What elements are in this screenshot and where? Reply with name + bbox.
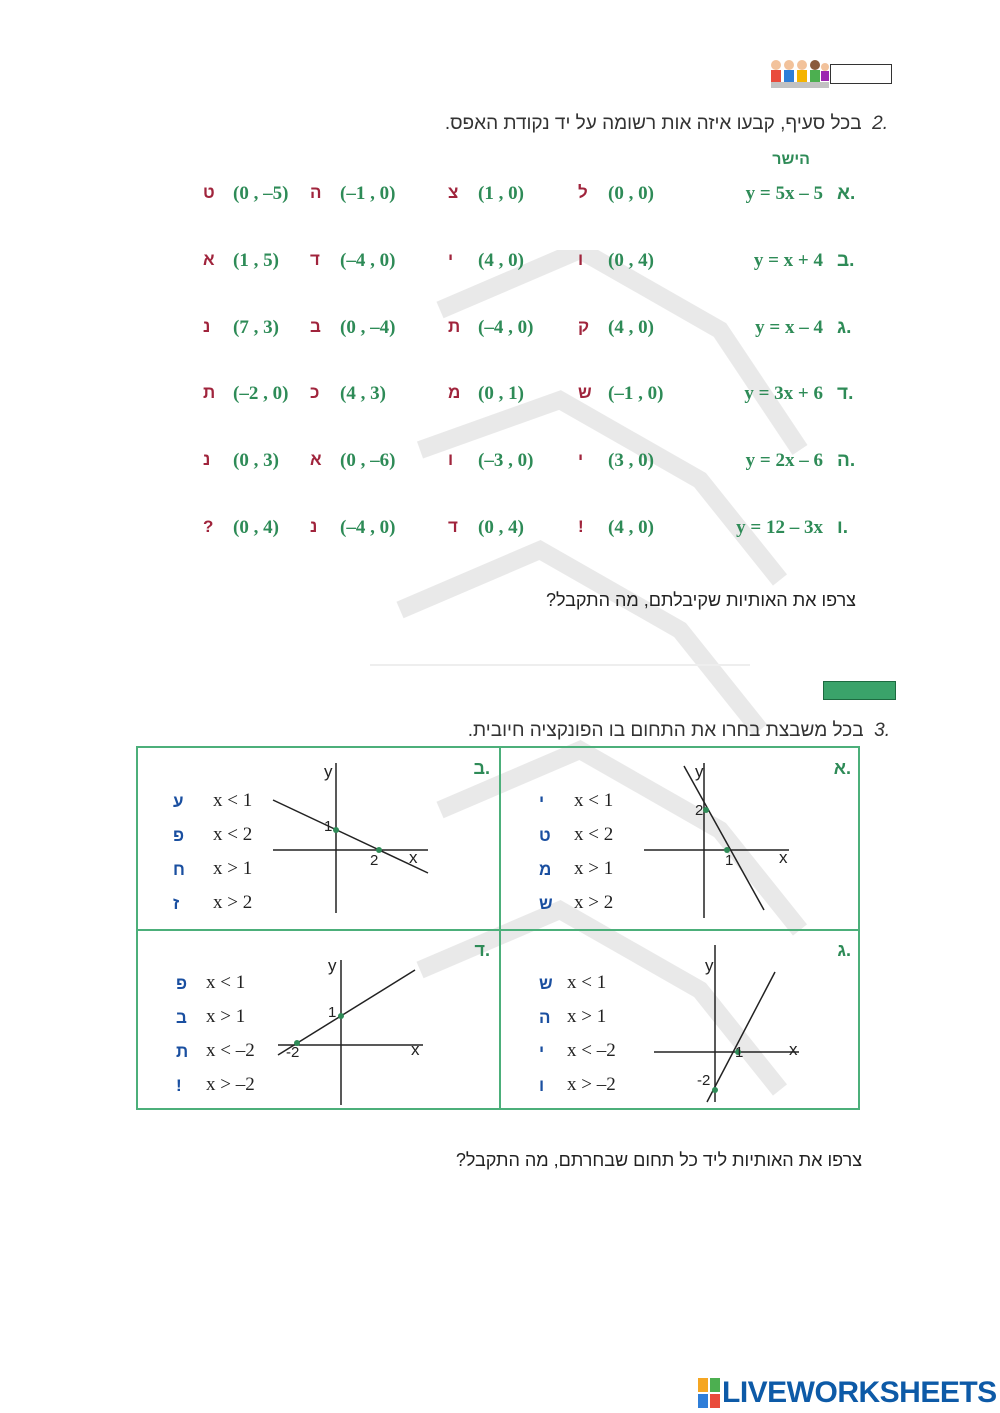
q3-option-condition: x < 1 [574, 790, 614, 811]
q3-option-letter: ת [176, 1042, 189, 1061]
q2-row-equation: y = 3x + 6 [744, 383, 823, 404]
q3-number: .3 [874, 720, 890, 741]
q2-option-point: (0 , 4) [233, 517, 279, 538]
q2-option-letter: נ [310, 517, 318, 536]
q3-prompt: צרפו את האותיות ליד כל תחום שבחרתם, מה התקבל? [455, 1150, 862, 1170]
q2-option-point: (7 , 3) [233, 317, 279, 338]
q2-option-point: (0 , 4) [478, 517, 524, 538]
q3-option-letter: ב [176, 1008, 187, 1027]
q3-option-letter: ו [539, 1076, 545, 1095]
q2-option-point: (–1 , 0) [608, 383, 664, 404]
q2-row-label: ה. [837, 450, 856, 471]
q2-option-letter: א [203, 250, 215, 269]
q3-option-letter: ז [173, 894, 180, 913]
q3-option-condition: x < 2 [574, 824, 614, 845]
panel-b-axis-x: x [409, 848, 418, 867]
q2-option-point: (4 , 0) [608, 517, 654, 538]
q2-option-point: (–3 , 0) [478, 450, 534, 471]
panel-a-axis-y: y [695, 762, 704, 781]
q3-option-condition: x > 1 [567, 1006, 607, 1027]
q3-option-condition: x > 1 [574, 858, 614, 879]
q2-option-letter: ד [448, 517, 458, 536]
panel-b-graph [268, 758, 438, 918]
q2-row [195, 383, 865, 413]
q3-option-letter: ש [539, 894, 553, 913]
q2-option-letter: ת [448, 317, 461, 336]
q2-option-letter: ט [203, 183, 215, 202]
kids-illustration-icon [768, 58, 830, 90]
q2-row-equation: y = 2x – 6 [745, 450, 823, 471]
panel-c-axis-x: x [789, 1040, 798, 1059]
panel-a-label: א. [833, 758, 851, 778]
panel-c-graph [649, 940, 809, 1105]
panel-b-mark-y: 1 [324, 818, 333, 835]
q3-option-letter: פ [176, 974, 188, 993]
q2-column-header: הישר [772, 151, 810, 168]
q2-option-letter: ש [578, 383, 592, 402]
q2-option-point: (–4 , 0) [340, 517, 396, 538]
q2-answer-box[interactable] [823, 681, 896, 700]
q3-option-condition: x > 1 [213, 858, 253, 879]
panel-b [138, 748, 498, 928]
panel-d-axis-x: x [411, 1040, 420, 1059]
q3-option-letter: מ [539, 860, 552, 879]
q2-option-point: (0 , 0) [608, 183, 654, 204]
q3-option-condition: x < 1 [206, 972, 246, 993]
q2-option-point: (4 , 3) [340, 383, 386, 404]
q2-option-letter: ! [578, 517, 584, 536]
q2-option-letter: נ [203, 317, 211, 336]
q2-option-letter: ה [310, 183, 322, 202]
q3-option-condition: x > –2 [206, 1074, 255, 1095]
q2-option-letter: ל [578, 183, 588, 202]
q2-option-point: (–4 , 0) [478, 317, 534, 338]
q2-option-point: (0 , –6) [340, 450, 396, 471]
q2-row-label: ב. [837, 250, 855, 271]
q2-option-letter: ק [578, 317, 590, 336]
q2-option-letter: י [448, 250, 454, 269]
panel-b-axis-y: y [324, 762, 333, 781]
q3-option-letter: ח [173, 860, 185, 879]
q3-option-letter: ט [539, 826, 551, 845]
q3-title [468, 720, 890, 742]
panel-c-axis-y: y [705, 956, 714, 975]
q2-option-point: (–2 , 0) [233, 383, 289, 404]
q2-row-equation: y = x + 4 [753, 250, 823, 271]
q3-option-condition: x > 1 [206, 1006, 246, 1027]
q2-option-point: (0 , –5) [233, 183, 289, 204]
name-input-box[interactable] [830, 64, 892, 84]
q3-option-condition: x < –2 [206, 1040, 255, 1061]
liveworksheets-logo [698, 1376, 997, 1410]
q3-option-condition: x > 2 [213, 892, 253, 913]
q2-option-letter: ת [203, 383, 216, 402]
q2-number: .2 [872, 113, 888, 134]
q2-row [195, 517, 865, 547]
logo-text: LIVEWORKSHEETS [722, 1376, 997, 1409]
faint-divider [370, 664, 750, 666]
q2-option-point: (–1 , 0) [340, 183, 396, 204]
q2-option-letter: ו [578, 250, 584, 269]
q3-option-letter: ! [176, 1076, 182, 1095]
q3-option-letter: ע [173, 792, 184, 811]
panel-d-graph [273, 955, 433, 1105]
q3-option-condition: x > –2 [567, 1074, 616, 1095]
q3-option-letter: י [539, 792, 545, 811]
q2-option-point: (1 , 0) [478, 183, 524, 204]
q2-row-equation: y = 5x – 5 [745, 183, 823, 204]
panel-a-mark-x: 1 [725, 852, 734, 869]
q2-option-letter: א [310, 450, 322, 469]
q2-prompt: צרפו את האותיות שקיבלתם, מה התקבל? [545, 590, 856, 610]
panel-d-mark-y: 1 [328, 1004, 337, 1021]
q3-option-condition: x < 2 [213, 824, 253, 845]
q2-option-point: (0 , 3) [233, 450, 279, 471]
q2-title [445, 113, 888, 135]
panel-d-mark-x: -2 [286, 1044, 300, 1061]
q2-option-letter: ב [310, 317, 321, 336]
q2-row-label: ד. [837, 383, 854, 404]
q2-row-label: ו. [837, 517, 849, 538]
q2-option-point: (4 , 0) [478, 250, 524, 271]
q2-row-label: ג. [837, 317, 852, 338]
q2-option-point: (3 , 0) [608, 450, 654, 471]
q2-option-letter: ד [310, 250, 320, 269]
panel-b-label: ב. [473, 758, 490, 778]
q2-row [195, 250, 865, 280]
q2-option-point: (0 , 4) [608, 250, 654, 271]
panel-c-mark-x: 1 [735, 1044, 744, 1061]
q2-option-point: (1 , 5) [233, 250, 279, 271]
panel-a-mark-y: 2 [695, 802, 704, 819]
panel-d-label: ד. [474, 940, 490, 960]
q2-option-letter: י [578, 450, 584, 469]
q3-option-letter: ש [539, 974, 553, 993]
q2-instruction: בכל סעיף, קבעו איזה אות רשומה על יד נקודת האפס. [444, 113, 862, 134]
q2-option-letter: כ [310, 383, 320, 402]
panel-c-label: ג. [837, 940, 851, 960]
q2-option-point: (–4 , 0) [340, 250, 396, 271]
q2-option-point: (0 , –4) [340, 317, 396, 338]
panel-a-axis-x: x [779, 848, 788, 867]
panel-d [138, 930, 498, 1110]
panel-c [499, 930, 859, 1110]
q3-option-letter: י [539, 1042, 545, 1061]
q2-row [195, 317, 865, 347]
q2-option-letter: צ [448, 183, 459, 202]
q3-option-condition: x > 2 [574, 892, 614, 913]
live-badge-icon [698, 1378, 720, 1408]
q3-option-condition: x < –2 [567, 1040, 616, 1061]
q2-option-letter: ? [203, 517, 214, 536]
q2-option-point: (4 , 0) [608, 317, 654, 338]
panel-a [499, 748, 859, 928]
q2-row-label: א. [837, 183, 856, 204]
panel-c-mark-y: -2 [697, 1072, 711, 1089]
q3-option-letter: ה [539, 1008, 551, 1027]
q3-option-condition: x < 1 [213, 790, 253, 811]
q2-row-equation: y = 12 – 3x [736, 517, 823, 538]
q2-row [195, 183, 865, 213]
q2-option-letter: נ [203, 450, 211, 469]
q2-option-point: (0 , 1) [478, 383, 524, 404]
q2-row [195, 450, 865, 480]
q2-option-letter: מ [448, 383, 461, 402]
q2-option-letter: ו [448, 450, 454, 469]
q3-instruction: בכל משבצת בחרו את התחום בו הפונקציה חיובית. [467, 720, 864, 741]
panel-d-axis-y: y [328, 956, 337, 975]
panel-a-graph [639, 758, 799, 918]
q3-option-letter: פ [173, 826, 185, 845]
q3-option-condition: x < 1 [567, 972, 607, 993]
panel-b-mark-x: 2 [370, 852, 379, 869]
q2-row-equation: y = x – 4 [755, 317, 823, 338]
